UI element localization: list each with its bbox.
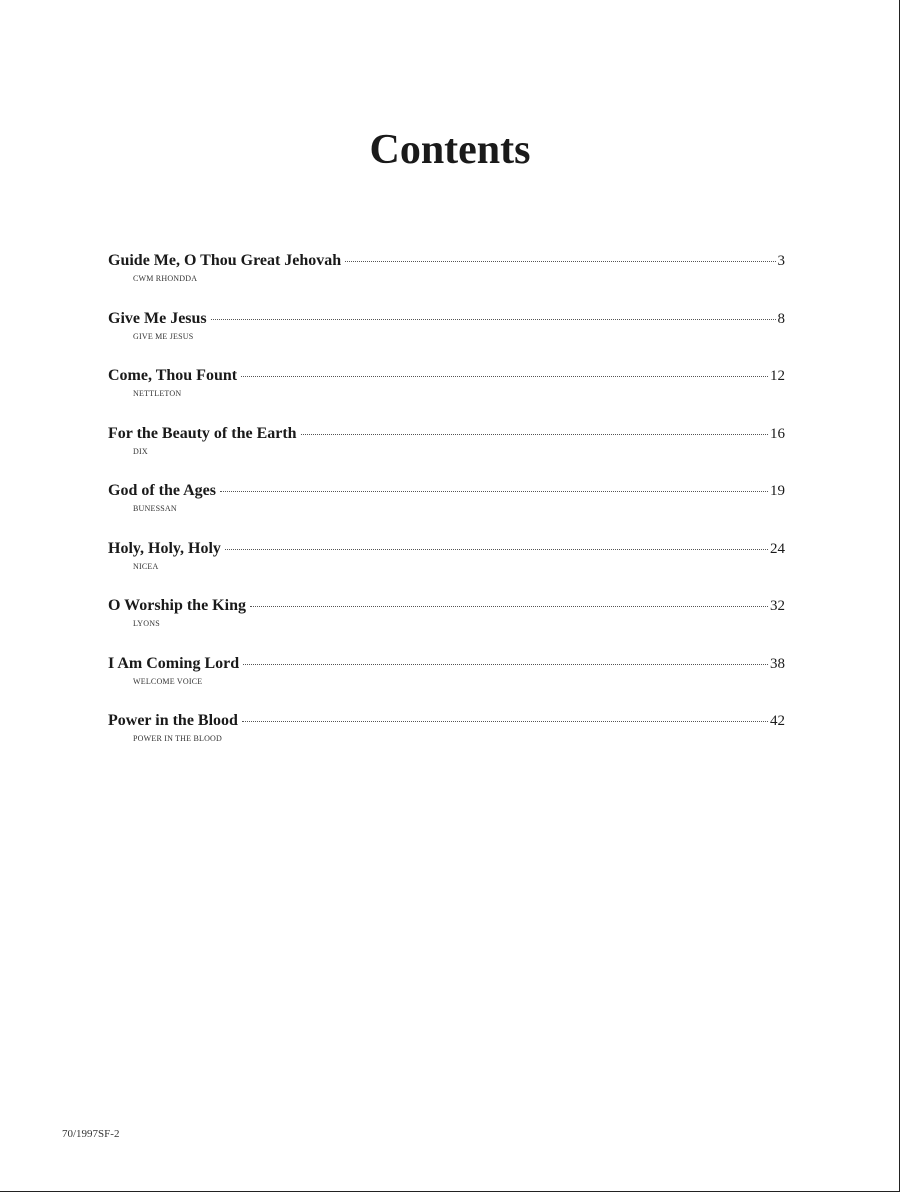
toc-entry[interactable] xyxy=(108,652,785,710)
toc-dot-leader xyxy=(242,721,768,722)
toc-entry-tune-name: GIVE ME JESUS xyxy=(133,331,194,341)
toc-dot-leader xyxy=(220,491,768,492)
toc-entry-title: O Worship the King xyxy=(108,597,246,614)
toc-entry-tune-name: NETTLETON xyxy=(133,389,182,398)
toc-entry[interactable] xyxy=(108,479,785,537)
toc-entry-line xyxy=(108,594,785,618)
toc-dot-leader xyxy=(241,376,768,377)
toc-entry-page-number: 19 xyxy=(770,483,785,499)
toc-entry-line xyxy=(108,422,785,446)
toc-dot-leader xyxy=(211,319,776,320)
toc-entry-line xyxy=(108,479,785,503)
toc-entry-page-number: 12 xyxy=(770,368,785,384)
toc-entry-line xyxy=(108,249,785,273)
toc-entry[interactable] xyxy=(108,422,785,480)
toc-entry-title: Guide Me, O Thou Great Jehovah xyxy=(108,252,342,269)
toc-entry-title: Power in the Blood xyxy=(108,712,238,729)
toc-entry-title: Come, Thou Fount xyxy=(108,367,238,384)
toc-entry-line xyxy=(108,709,785,733)
toc-entry-tune-name: DIX xyxy=(133,446,148,456)
toc-entry-tune-name: CWM RHONDDA xyxy=(133,274,198,283)
toc-entry-title: I Am Coming Lord xyxy=(108,654,240,672)
toc-entry-title: For the Beauty of the Earth xyxy=(108,424,297,442)
toc-entry[interactable] xyxy=(108,364,785,422)
toc-dot-leader xyxy=(301,434,768,435)
toc-entry[interactable] xyxy=(108,249,785,307)
table-of-contents xyxy=(108,249,785,767)
toc-entry-title: Give Me Jesus xyxy=(108,309,207,327)
toc-entry-line xyxy=(108,537,785,561)
toc-entry[interactable] xyxy=(108,537,785,595)
toc-entry[interactable] xyxy=(108,307,785,365)
toc-dot-leader xyxy=(225,549,768,550)
toc-dot-leader xyxy=(243,664,768,665)
toc-entry-page-number: 16 xyxy=(770,425,785,442)
toc-entry-page-number: 32 xyxy=(770,598,785,614)
toc-entry-line xyxy=(108,652,785,676)
footer-catalog-code: 70/1997SF-2 xyxy=(62,1128,120,1140)
toc-entry-title: Holy, Holy, Holy xyxy=(108,539,221,557)
toc-entry-tune-name: POWER IN THE BLOOD xyxy=(133,734,223,743)
toc-entry[interactable] xyxy=(108,594,785,652)
toc-entry-tune-name: WELCOME VOICE xyxy=(133,676,203,686)
toc-entry-tune-name: NICEA xyxy=(133,561,159,571)
toc-dot-leader xyxy=(345,261,775,262)
toc-entry-line xyxy=(108,307,785,331)
toc-entry-page-number: 24 xyxy=(770,540,785,557)
toc-entry[interactable] xyxy=(108,709,785,767)
toc-dot-leader xyxy=(250,606,768,607)
page-title: Contents xyxy=(369,127,531,173)
toc-entry-title: God of the Ages xyxy=(108,482,216,499)
toc-entry-tune-name: LYONS xyxy=(133,619,160,628)
toc-entry-page-number: 8 xyxy=(777,310,785,327)
toc-entry-line xyxy=(108,364,785,388)
toc-entry-page-number: 38 xyxy=(770,655,785,672)
toc-entry-page-number: 42 xyxy=(770,713,785,729)
toc-entry-tune-name: BUNESSAN xyxy=(133,504,177,513)
toc-entry-page-number: 3 xyxy=(777,253,785,269)
